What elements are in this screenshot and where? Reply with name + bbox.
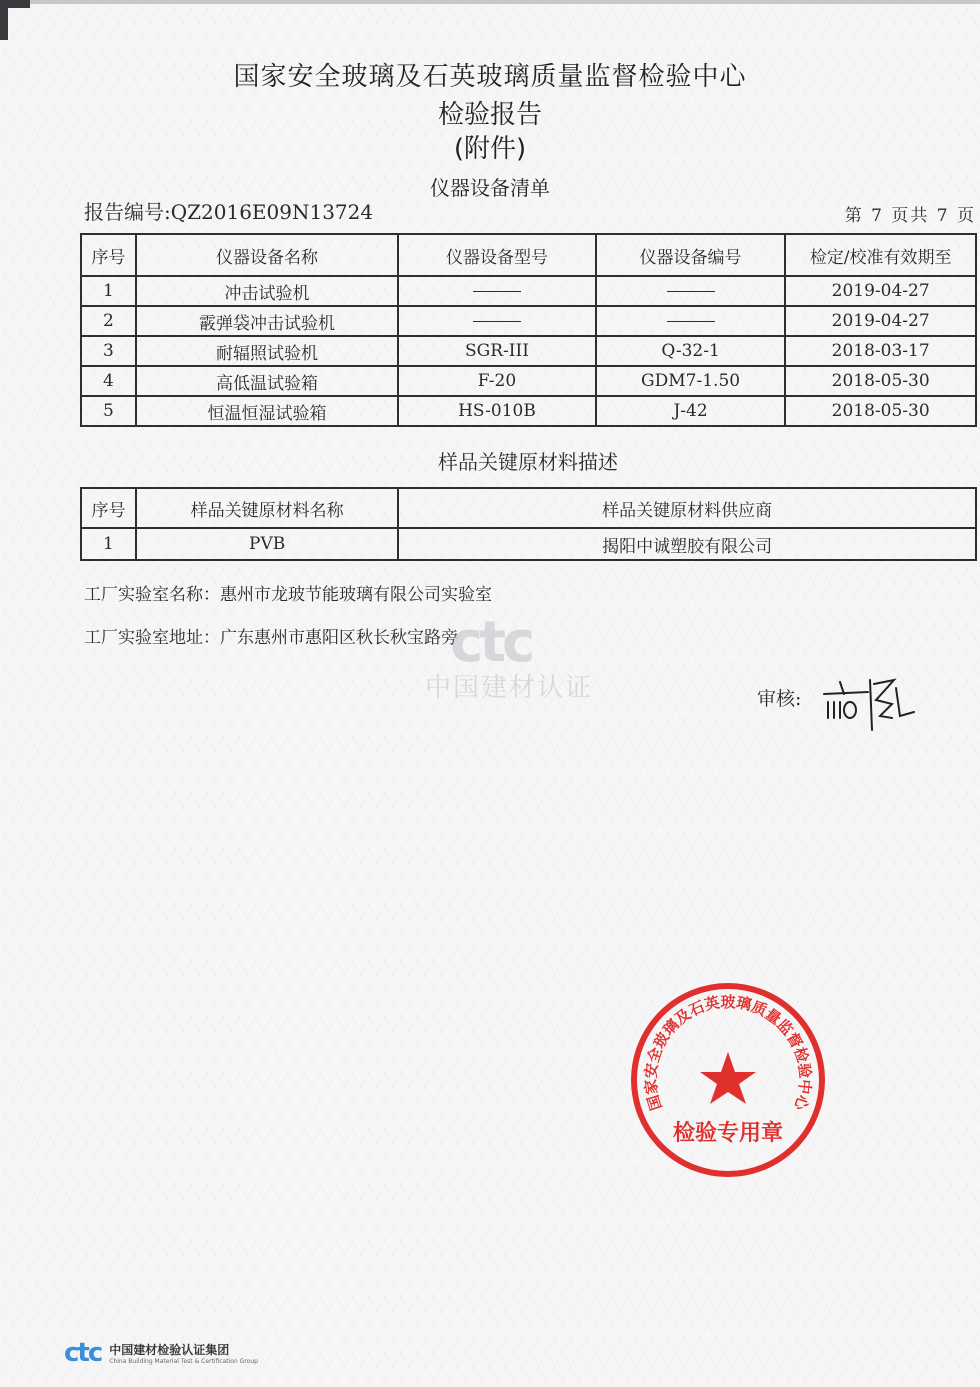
footer-org [109,1341,258,1365]
cell-no: 5 [81,396,136,426]
table-row [81,336,976,366]
cell-name: 高低温试验箱 [136,366,398,396]
watermark-logo: ctc [450,610,532,675]
header-model: 仪器设备型号 [398,234,596,276]
inspection-seal [628,980,828,1180]
cell-model [398,306,596,336]
header-no: 序号 [81,234,136,276]
doc-subtitle: (附件) [453,134,527,164]
table-row [81,396,976,426]
materials-table [80,487,977,561]
dash-placeholder [667,291,715,292]
footer-logo [64,1338,258,1368]
cell-no: 1 [81,528,136,560]
cell-serial: J-42 [596,396,786,426]
cell-no: 2 [81,306,136,336]
cell-name: 恒温恒湿试验箱 [136,396,398,426]
table-row [81,306,976,336]
header-no: 序号 [81,488,136,528]
seal-center-text: 检验专用章 [672,1121,784,1146]
section-title-equipment: 仪器设备清单 [430,176,550,200]
header-name: 仪器设备名称 [136,234,398,276]
dash-placeholder [667,321,715,322]
table-row [81,366,976,396]
ctc-logo-icon: ctc [64,1338,102,1368]
cell-no: 4 [81,366,136,396]
cell-no: 3 [81,336,136,366]
cell-valid-until: 2019-04-27 [785,276,976,306]
section-title-materials: 样品关键原材料描述 [438,450,618,474]
footer-name-en: China Building Material Test & Certification Group [109,1358,258,1365]
page-info: 第 7 页共 7 页 [844,206,976,226]
header-valid-until: 检定/校准有效期至 [785,234,976,276]
footer-name-cn: 中国建材检验认证集团 [109,1343,230,1357]
header-supplier: 样品关键原材料供应商 [398,488,976,528]
cell-no: 1 [81,276,136,306]
cell-name: 耐辐照试验机 [136,336,398,366]
cell-model: HS-010B [398,396,596,426]
cell-serial [596,306,786,336]
lab-address: 工厂实验室地址：广东惠州市惠阳区秋长秋宝路旁 [84,628,458,648]
scan-corner-mark-vertical [0,0,8,40]
cell-material-name: PVB [136,528,398,560]
header-material-name: 样品关键原材料名称 [136,488,398,528]
seal-ring-text: 国家安全玻璃及石英玻璃质量监督检验中心 [641,993,815,1113]
equipment-table [80,233,977,427]
table-row [81,528,976,560]
star-icon [700,1052,756,1104]
cell-valid-until: 2018-03-17 [785,336,976,366]
scan-top-edge [30,0,980,4]
doc-title: 检验报告 [437,100,542,130]
cell-serial: GDM7-1.50 [596,366,786,396]
cell-valid-until: 2019-04-27 [785,306,976,336]
table-row [81,276,976,306]
cell-serial: Q-32-1 [596,336,786,366]
table-header-row [81,234,976,276]
dash-placeholder [473,291,521,292]
dash-placeholder [473,321,521,322]
cell-model [398,276,596,306]
reviewer-signature [820,672,920,732]
report-number: 报告编号:QZ2016E09N13724 [84,200,374,224]
ctc-watermark [425,610,593,704]
cell-model: SGR-III [398,336,596,366]
header-serial: 仪器设备编号 [596,234,786,276]
cell-name: 霰弹袋冲击试验机 [136,306,398,336]
cell-valid-until: 2018-05-30 [785,396,976,426]
cell-valid-until: 2018-05-30 [785,366,976,396]
lab-name: 工厂实验室名称：惠州市龙玻节能玻璃有限公司实验室 [84,585,492,605]
watermark-text: 中国建材认证 [425,673,594,703]
cell-supplier: 揭阳中诚塑胶有限公司 [398,528,976,560]
cell-model: F-20 [398,366,596,396]
table-header-row [81,488,976,528]
review-label: 审核: [757,688,802,710]
cell-name: 冲击试验机 [136,276,398,306]
cell-serial [596,276,786,306]
org-title: 国家安全玻璃及石英玻璃质量监督检验中心 [233,62,747,92]
